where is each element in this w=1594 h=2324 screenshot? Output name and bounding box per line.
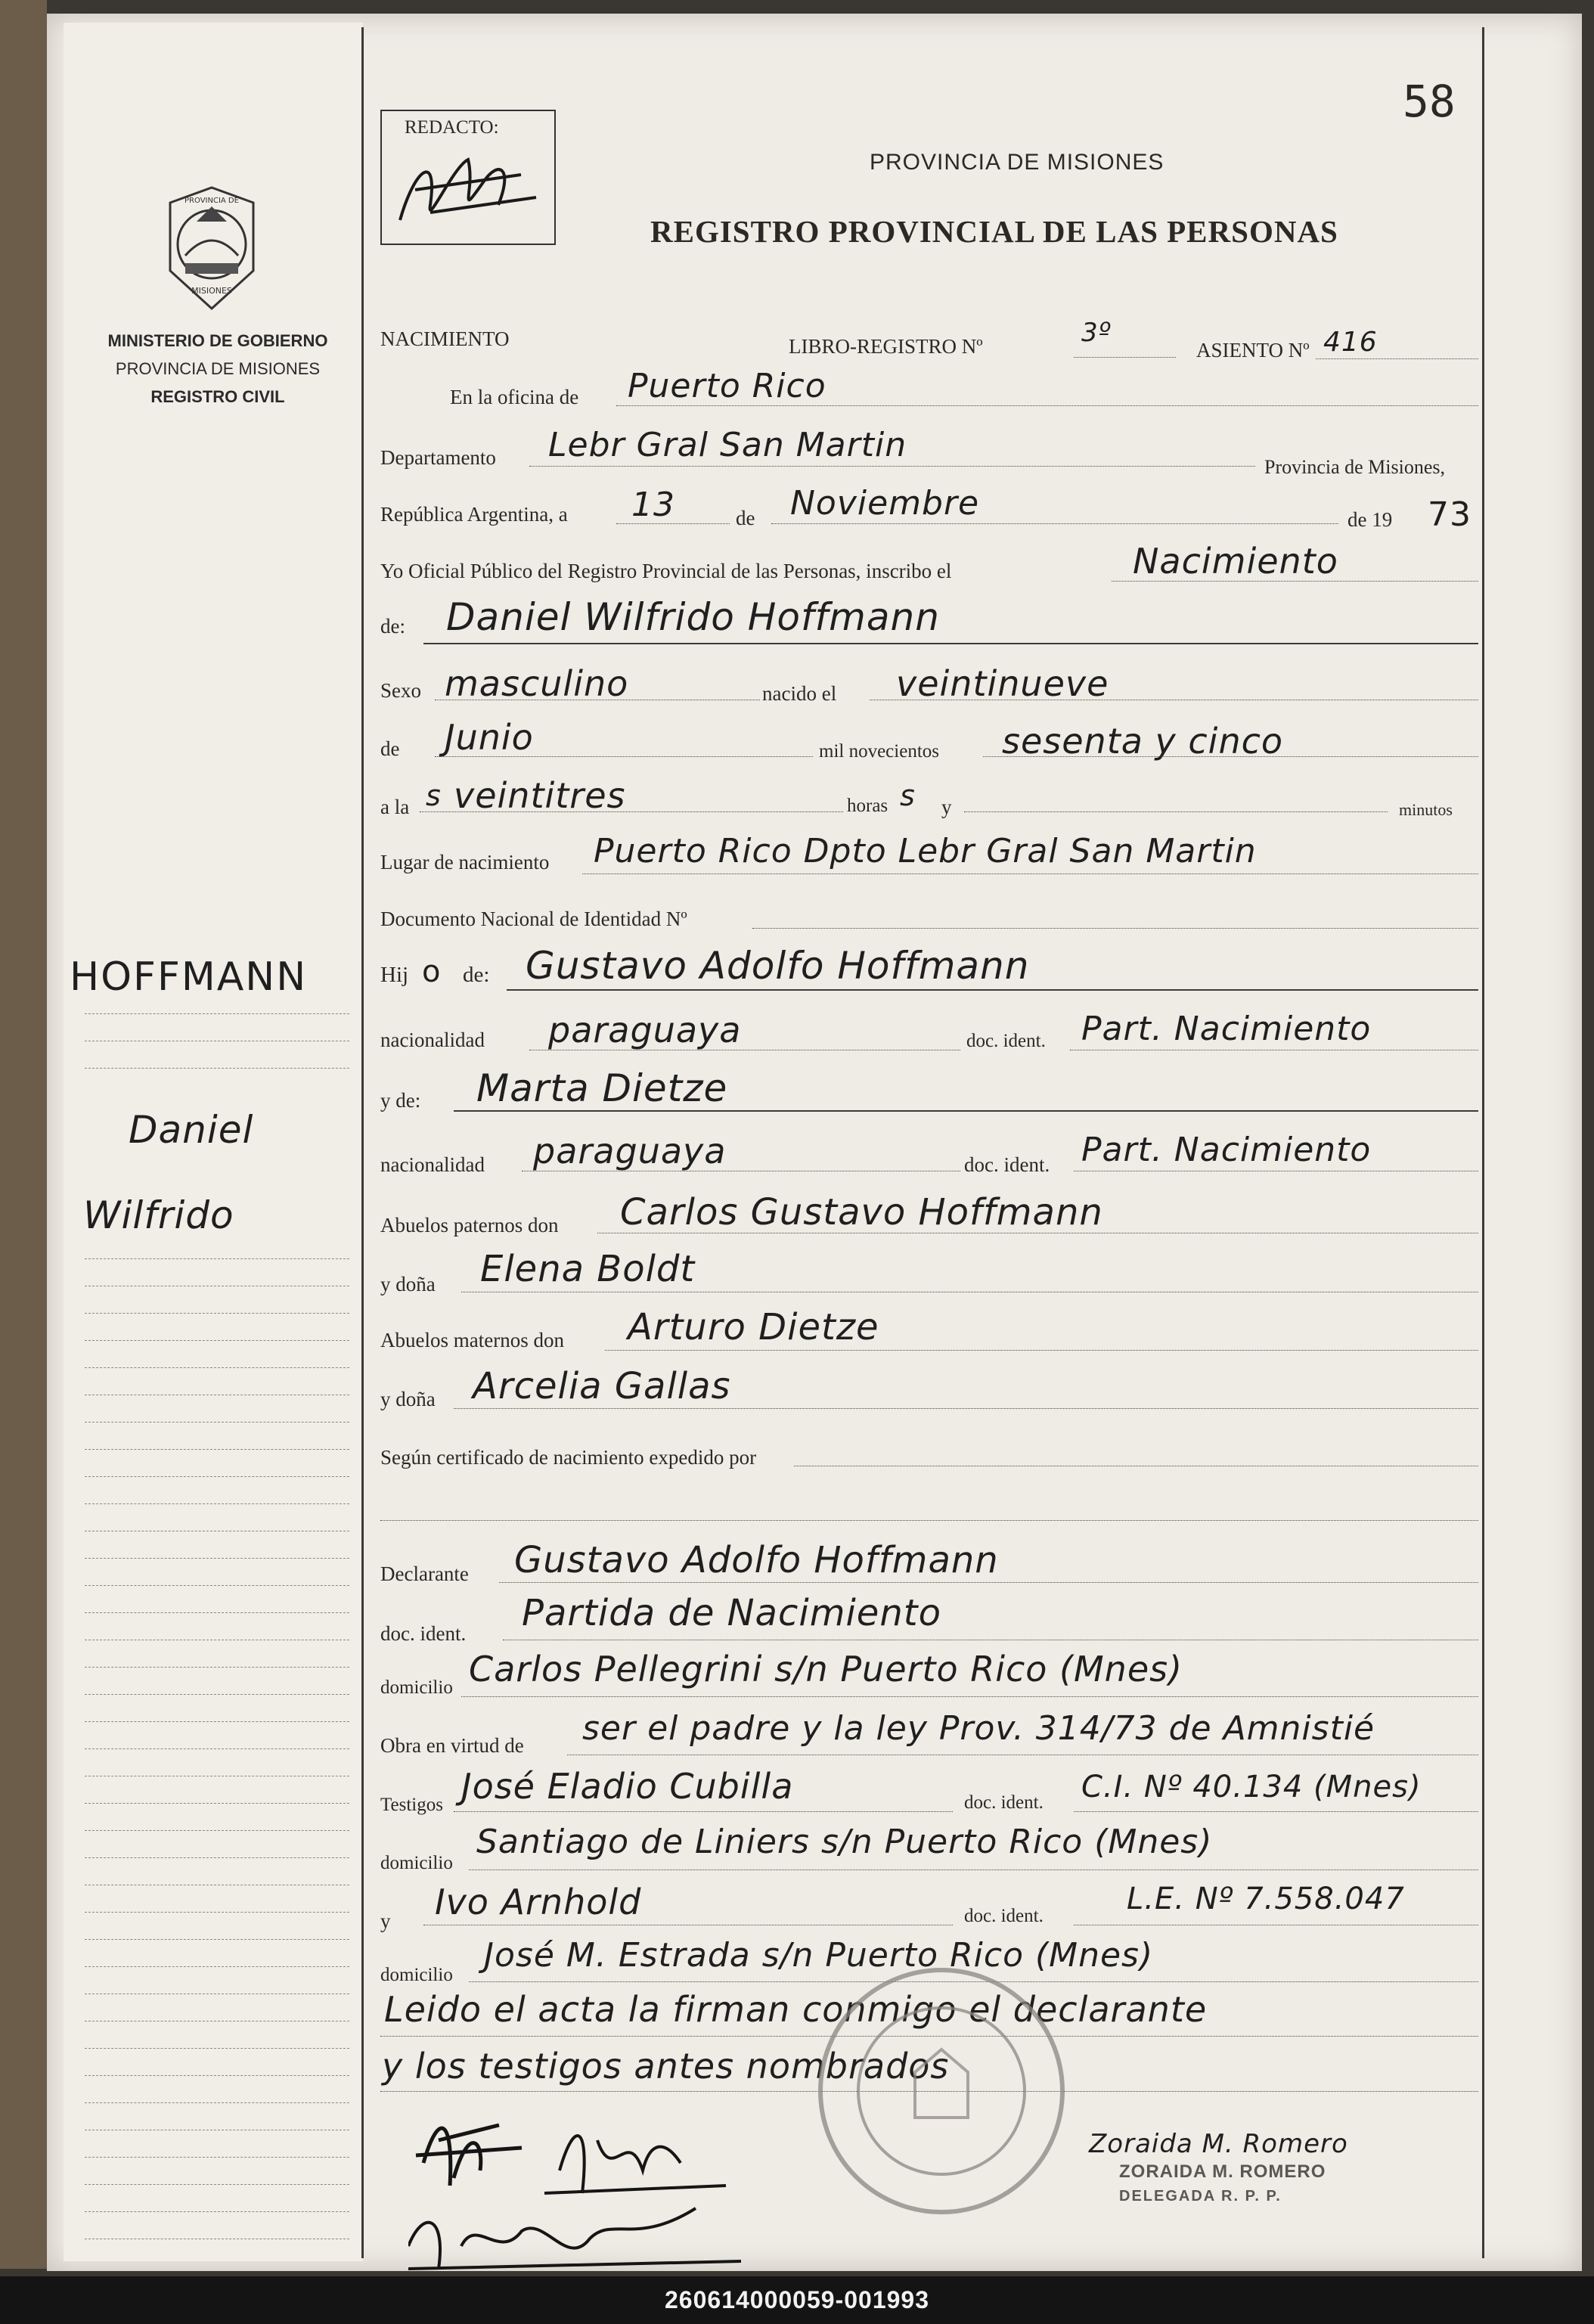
testigo1-domicilio-line xyxy=(469,1869,1478,1870)
right-border xyxy=(1482,27,1484,2258)
margin-ruled-line xyxy=(85,1966,349,1967)
asiento-label: ASIENTO Nº xyxy=(1196,339,1310,361)
margin-ruled-line xyxy=(85,2184,349,2185)
nacido-label: nacido el xyxy=(762,682,837,705)
margin-ruled-line xyxy=(85,1068,349,1069)
closing-line-1: Leido el acta la firman conmigo el declarante xyxy=(384,1989,1208,2030)
province-heading: PROVINCIA DE MISIONES xyxy=(870,150,1164,175)
padre-docident-value: Part. Nacimiento xyxy=(1081,1010,1372,1048)
sexo-label: Sexo xyxy=(380,679,421,702)
testigo1-domicilio-label: domicilio xyxy=(380,1853,453,1873)
libro-label: LIBRO-REGISTRO Nº xyxy=(789,335,983,358)
testigo2-domicilio-value: José M. Estrada s/n Puerto Rico (Mnes) xyxy=(484,1936,1154,1975)
official-round-stamp-icon xyxy=(809,1959,1074,2223)
margin-ruled-line xyxy=(85,1449,349,1450)
testigo1-domicilio-value: Santiago de Liniers s/n Puerto Rico (Mnes) xyxy=(476,1823,1213,1861)
hijo-de-label: de: xyxy=(463,963,490,987)
margin-ruled-line xyxy=(85,1476,349,1477)
mes-nac-value: Junio xyxy=(445,717,534,758)
page-number: 58 xyxy=(1403,76,1456,127)
dia-value: 13 xyxy=(631,486,675,524)
madre-value: Marta Dietze xyxy=(476,1066,728,1110)
margin-ruled-line xyxy=(85,1313,349,1314)
oficial-value: Nacimiento xyxy=(1133,541,1338,582)
testigo2-docident-label: doc. ident. xyxy=(964,1906,1044,1926)
decl-domicilio-line xyxy=(461,1696,1478,1697)
de-label: de xyxy=(736,507,755,529)
margin-ruled-line xyxy=(85,1503,349,1504)
footer-id-bar: 260614000059-001993 xyxy=(0,2276,1594,2324)
redacto-stamp xyxy=(380,110,556,245)
decl-doc-label: doc. ident. xyxy=(380,1622,467,1645)
oficina-label: En la oficina de xyxy=(450,386,579,408)
testigo1-docident-label: doc. ident. xyxy=(964,1792,1044,1813)
ministry-line-2: PROVINCIA DE MISIONES xyxy=(115,359,321,378)
official-title: DELEGADA R. P. P. xyxy=(1119,2188,1282,2205)
mes-nac-line xyxy=(435,756,813,757)
segun-line-2 xyxy=(380,1520,1478,1521)
lugar-label: Lugar de nacimiento xyxy=(380,851,550,873)
closing-line-2: y los testigos antes nombrados xyxy=(382,2046,950,2087)
horas-line xyxy=(420,811,843,812)
margin-ruled-line xyxy=(85,1367,349,1368)
testigo2-value: Ivo Arnhold xyxy=(435,1882,642,1922)
obra-value: ser el padre y la ley Prov. 314/73 de Amnistié xyxy=(582,1709,1375,1748)
margin-ruled-line xyxy=(85,1422,349,1423)
mes-value: Noviembre xyxy=(790,484,980,523)
testigo1-line xyxy=(454,1811,953,1812)
margin-ruled-line xyxy=(85,2075,349,2076)
nombre-underline xyxy=(423,643,1478,644)
margin-ruled-line xyxy=(85,1694,349,1695)
lugar-line xyxy=(582,873,1478,874)
provincia-label: Provincia de Misiones, xyxy=(1264,456,1446,478)
book-edge xyxy=(0,0,47,2269)
margin-given-name-2: Wilfrido xyxy=(83,1193,234,1237)
margin-ruled-line xyxy=(85,1912,349,1913)
abuelo-p-value: Carlos Gustavo Hoffmann xyxy=(620,1191,1103,1233)
lugar-value: Puerto Rico Dpto Lebr Gral San Martin xyxy=(594,832,1257,870)
abuelo-m-line xyxy=(605,1350,1478,1351)
padre-nacionalidad-value: paraguaya xyxy=(548,1010,742,1050)
redacto-signature xyxy=(385,137,551,243)
hijo-label: Hij xyxy=(380,963,409,987)
registry-heading: REGISTRO PROVINCIAL DE LAS PERSONAS xyxy=(650,214,1338,249)
abuelos-m-label: Abuelos maternos don xyxy=(380,1329,564,1351)
testigo2-y-label: y xyxy=(380,1910,391,1932)
decl-domicilio-value: Carlos Pellegrini s/n Puerto Rico (Mnes) xyxy=(469,1649,1183,1689)
abuela-p-value: Elena Boldt xyxy=(480,1248,696,1290)
sexo-value: masculino xyxy=(445,663,629,704)
official-signature: Zoraida M. Romero xyxy=(1089,2129,1348,2159)
ministry-line-1: MINISTERIO DE GOBIERNO xyxy=(107,331,328,350)
padre-value: Gustavo Adolfo Hoffmann xyxy=(526,944,1030,988)
madre-underline xyxy=(454,1110,1478,1112)
yde-label: y de: xyxy=(380,1089,421,1112)
departamento-label: Departamento xyxy=(380,446,496,469)
testigo2-signature xyxy=(408,2208,741,2269)
abuela-m-line xyxy=(454,1408,1478,1409)
seal-bottom-text: MISIONES xyxy=(191,286,232,296)
ministry-line-3: REGISTRO CIVIL xyxy=(150,387,285,406)
declarante-line xyxy=(499,1582,1478,1583)
republica-label: República Argentina, a xyxy=(380,503,568,526)
abuela-m-value: Arcelia Gallas xyxy=(473,1365,731,1407)
margin-ruled-line xyxy=(85,2048,349,2049)
minutos-line xyxy=(964,811,1388,812)
margin-surname: HOFFMANN xyxy=(70,954,308,1000)
official-name: ZORAIDA M. ROMERO xyxy=(1119,2161,1326,2182)
margin-ruled-line xyxy=(85,1612,349,1613)
testigo1-docident-value: C.I. Nº 40.134 (Mnes) xyxy=(1081,1770,1422,1804)
margin-ruled-line xyxy=(85,1748,349,1749)
mil-label: mil novecientos xyxy=(819,741,939,762)
mes-line xyxy=(771,523,1338,524)
decl-doc-value: Partida de Nacimiento xyxy=(522,1592,941,1634)
obra-label: Obra en virtud de xyxy=(380,1734,524,1757)
anio-value: 73 xyxy=(1428,495,1472,534)
seal-top-text: PROVINCIA DE xyxy=(185,197,239,205)
libro-value: 3º xyxy=(1081,318,1112,348)
declarante-label: Declarante xyxy=(380,1562,469,1585)
departamento-line xyxy=(529,466,1255,467)
testigo1-docident-line xyxy=(1074,1811,1478,1812)
madre-docident-value: Part. Nacimiento xyxy=(1081,1131,1372,1169)
nacido-value: veintinueve xyxy=(896,663,1109,704)
libro-line xyxy=(1074,357,1176,358)
oficial-line xyxy=(1112,581,1478,582)
declarante-signature xyxy=(416,2125,522,2186)
provincial-seal-icon xyxy=(155,180,268,316)
margin-ruled-line xyxy=(85,1340,349,1341)
ala-label: a la xyxy=(380,796,410,818)
documento-label: Documento Nacional de Identidad Nº xyxy=(380,908,687,930)
margin-ruled-line xyxy=(85,1013,349,1014)
margin-ruled-line xyxy=(85,1585,349,1586)
margin-divider xyxy=(361,27,364,2258)
horas-suffix: s xyxy=(900,779,916,812)
y-label: y xyxy=(941,796,952,818)
signatures-area xyxy=(408,2095,802,2276)
redacto-label: REDACTO: xyxy=(405,117,499,138)
margin-ruled-line xyxy=(85,1721,349,1722)
declarante-value: Gustavo Adolfo Hoffmann xyxy=(514,1539,999,1581)
ala-value: s xyxy=(426,779,442,812)
margin-ruled-line xyxy=(85,1558,349,1559)
oficina-line xyxy=(616,405,1478,406)
margin-ruled-line xyxy=(85,1830,349,1831)
oficina-value: Puerto Rico xyxy=(628,367,826,405)
madre-docident-label: doc. ident. xyxy=(964,1153,1050,1176)
margin-ruled-line xyxy=(85,1939,349,1940)
margin-ruled-line xyxy=(85,1803,349,1804)
margin-ruled-line xyxy=(85,1857,349,1858)
abuela-p-label: y doña xyxy=(380,1273,436,1295)
asiento-value: 416 xyxy=(1323,327,1378,358)
margin-ruled-line xyxy=(85,1667,349,1668)
decl-domicilio-label: domicilio xyxy=(380,1677,453,1698)
padre-underline xyxy=(507,989,1478,991)
margin-given-name-1: Daniel xyxy=(129,1108,254,1152)
anio-label: de 19 xyxy=(1347,508,1393,531)
testigo2-docident-value: L.E. Nº 7.558.047 xyxy=(1127,1882,1405,1916)
ministry-block xyxy=(82,327,354,411)
testigo1-value: José Eladio Cubilla xyxy=(461,1766,794,1807)
nacimiento-label: NACIMIENTO xyxy=(380,327,510,350)
minutos-label: minutos xyxy=(1399,800,1453,819)
margin-ruled-line xyxy=(85,2211,349,2212)
horas-label: horas xyxy=(847,796,888,816)
testigos-label: Testigos xyxy=(380,1795,443,1815)
asiento-line xyxy=(1316,358,1478,359)
abuelo-m-value: Arturo Dietze xyxy=(628,1306,879,1348)
padre-docident-label: doc. ident. xyxy=(966,1031,1046,1051)
abuelos-p-label: Abuelos paternos don xyxy=(380,1214,559,1236)
documento-line xyxy=(752,928,1478,929)
anio-nac-line xyxy=(983,756,1478,757)
segun-label: Según certificado de nacimiento expedido por xyxy=(380,1446,757,1469)
dia-line xyxy=(616,523,730,524)
testigo2-domicilio-label: domicilio xyxy=(380,1965,453,1985)
nombre-value: Daniel Wilfrido Hoffmann xyxy=(446,595,940,639)
madre-nacionalidad-value: paraguaya xyxy=(533,1131,727,1171)
departamento-value: Lebr Gral San Martin xyxy=(548,426,907,464)
hijo-suffix: o xyxy=(422,954,442,989)
margin-ruled-line xyxy=(85,2157,349,2158)
abuela-m-label: y doña xyxy=(380,1388,436,1410)
margin-ruled-line xyxy=(85,2102,349,2103)
padre-nacionalidad-label: nacionalidad xyxy=(380,1029,485,1051)
anio-nac-value: sesenta y cinco xyxy=(1002,721,1284,762)
madre-nacionalidad-label: nacionalidad xyxy=(380,1153,485,1176)
oficial-text: Yo Oficial Público del Registro Provincial de las Personas, inscribo el xyxy=(380,560,952,582)
testigo1-signature xyxy=(544,2136,726,2193)
de-colon-label: de: xyxy=(380,615,405,638)
horas-value: veintitres xyxy=(454,775,626,816)
margin-ruled-line xyxy=(85,1258,349,1259)
de2-label: de xyxy=(380,737,400,760)
